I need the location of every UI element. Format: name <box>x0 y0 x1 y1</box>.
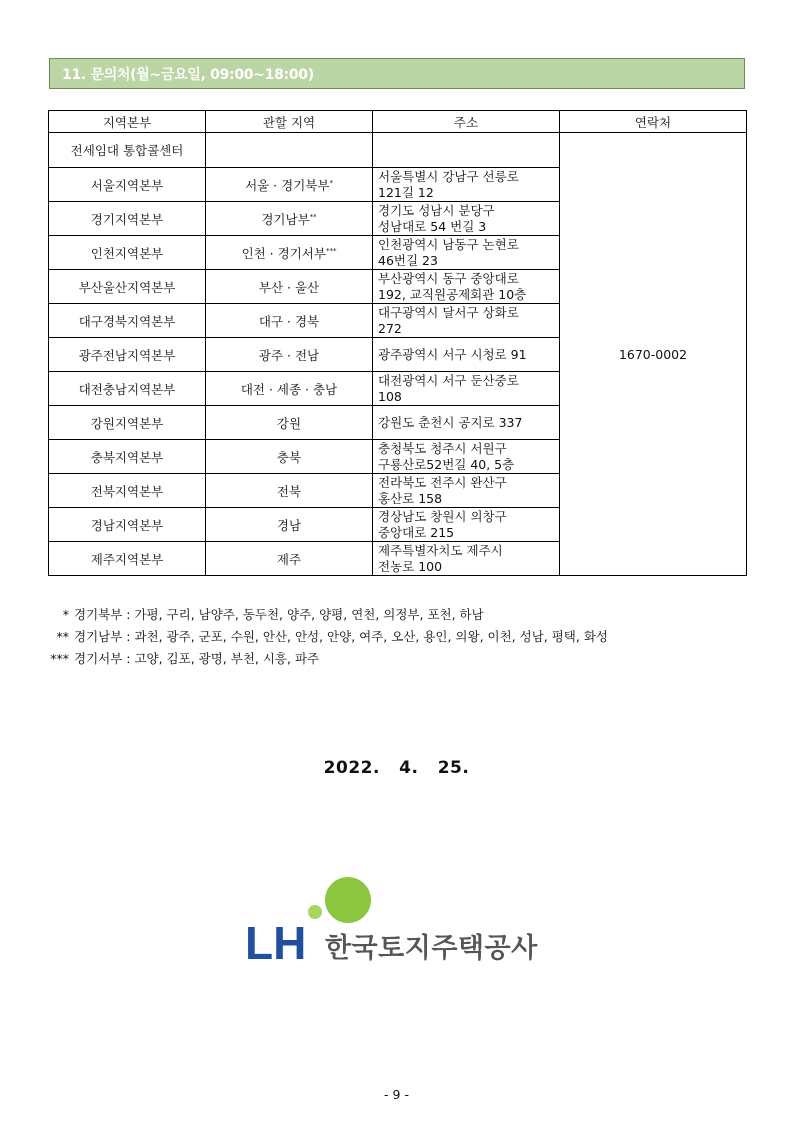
region-cell <box>206 406 373 440</box>
address-cell: 충청북도 청주시 서원구 구룡산로52번길 40, 5층 <box>373 440 560 474</box>
contact-table <box>48 110 747 576</box>
region-footnote-mark: * <box>329 178 333 187</box>
logo-letters: LH <box>245 917 307 967</box>
hq-cell: 인천지역본부 <box>49 236 206 270</box>
document-date: 2022. 4. 25. <box>323 758 470 778</box>
address-cell: 경상남도 창원시 의창구 중앙대로 215 <box>373 508 560 542</box>
footnotes <box>48 604 608 670</box>
lh-logo <box>245 875 545 967</box>
logo-circle-small <box>308 905 322 919</box>
region-footnote-mark: *** <box>325 246 337 255</box>
region-cell <box>206 202 373 236</box>
logo-circle-large <box>325 877 371 923</box>
region-cell <box>206 236 373 270</box>
address-cell: 대전광역시 서구 둔산중로 108 <box>373 372 560 406</box>
hq-cell: 전북지역본부 <box>49 474 206 508</box>
hq-cell: 제주지역본부 <box>49 542 206 576</box>
hq-cell: 경기지역본부 <box>49 202 206 236</box>
region-cell <box>206 338 373 372</box>
phone-cell: 1670-0002 <box>560 133 747 576</box>
footnote-text: 경기서부 : 고양, 김포, 광명, 부천, 시흥, 파주 <box>74 651 320 666</box>
region-text: 대구 · 경북 <box>258 313 320 329</box>
footnote <box>48 648 608 670</box>
region-cell <box>206 168 373 202</box>
address-cell: 전라북도 전주시 완산구 홍산로 158 <box>373 474 560 508</box>
region-text: 전북 <box>276 483 302 499</box>
region-text: 경남 <box>276 517 302 533</box>
column-header-hq: 지역본부 <box>49 111 206 133</box>
table-row <box>49 133 747 168</box>
hq-cell: 전세임대 통합콜센터 <box>49 133 206 168</box>
region-cell <box>206 474 373 508</box>
region-cell <box>206 508 373 542</box>
region-cell <box>206 440 373 474</box>
footnote-mark: *** <box>50 651 69 666</box>
region-text: 제주 <box>276 551 302 567</box>
logo-company-name: 한국토지주택공사 <box>325 933 538 964</box>
footnote-mark: ** <box>56 629 69 644</box>
address-cell: 서울특별시 강남구 선릉로 121길 12 <box>373 168 560 202</box>
column-header-region: 관할 지역 <box>206 111 373 133</box>
region-text: 서울 · 경기북부 <box>245 177 330 193</box>
page-number: - 9 - <box>384 1087 409 1102</box>
footnote-text: 경기남부 : 과천, 광주, 군포, 수원, 안산, 안성, 안양, 여주, 오산, 용인, 의왕, 이천, 성남, 평택, 화성 <box>74 629 608 644</box>
address-cell: 부산광역시 동구 중앙대로 192, 교직원공제회관 10층 <box>373 270 560 304</box>
hq-cell: 충북지역본부 <box>49 440 206 474</box>
address-cell: 경기도 성남시 분당구 성남대로 54 번길 3 <box>373 202 560 236</box>
region-text: 강원 <box>276 415 302 431</box>
region-text: 인천 · 경기서부 <box>241 245 326 261</box>
region-cell <box>206 133 373 168</box>
address-cell: 제주특별자치도 제주시 전농로 100 <box>373 542 560 576</box>
column-header-phone: 연락처 <box>560 111 747 133</box>
hq-cell: 부산울산지역본부 <box>49 270 206 304</box>
region-text: 충북 <box>276 449 302 465</box>
table-header-row <box>49 111 747 133</box>
hq-cell: 경남지역본부 <box>49 508 206 542</box>
region-cell <box>206 372 373 406</box>
region-text: 광주 · 전남 <box>258 347 320 363</box>
section-header <box>49 58 745 89</box>
region-footnote-mark: ** <box>309 212 317 221</box>
column-header-address: 주소 <box>373 111 560 133</box>
footnote-text: 경기북부 : 가평, 구리, 남양주, 동두천, 양주, 양평, 연천, 의정부, 포천, 하남 <box>74 607 484 622</box>
region-cell <box>206 304 373 338</box>
section-title: 11. 문의처(월~금요일, 09:00~18:00) <box>62 66 314 83</box>
address-cell: 광주광역시 서구 시청로 91 <box>373 338 560 372</box>
address-cell: 강원도 춘천시 공지로 337 <box>373 406 560 440</box>
address-cell <box>373 133 560 168</box>
region-text: 대전 · 세종 · 충남 <box>240 381 338 397</box>
address-cell: 인천광역시 남동구 논현로 46번길 23 <box>373 236 560 270</box>
region-text: 경기남부 <box>261 211 310 227</box>
hq-cell: 서울지역본부 <box>49 168 206 202</box>
hq-cell: 강원지역본부 <box>49 406 206 440</box>
hq-cell: 대전충남지역본부 <box>49 372 206 406</box>
region-cell <box>206 270 373 304</box>
footnote <box>48 626 608 648</box>
address-cell: 대구광역시 달서구 상화로 272 <box>373 304 560 338</box>
hq-cell: 광주전남지역본부 <box>49 338 206 372</box>
region-text: 부산 · 울산 <box>258 279 320 295</box>
hq-cell: 대구경북지역본부 <box>49 304 206 338</box>
region-cell <box>206 542 373 576</box>
footnote <box>48 604 608 626</box>
footnote-mark: * <box>62 607 69 622</box>
lh-logo-graphic <box>245 875 545 967</box>
